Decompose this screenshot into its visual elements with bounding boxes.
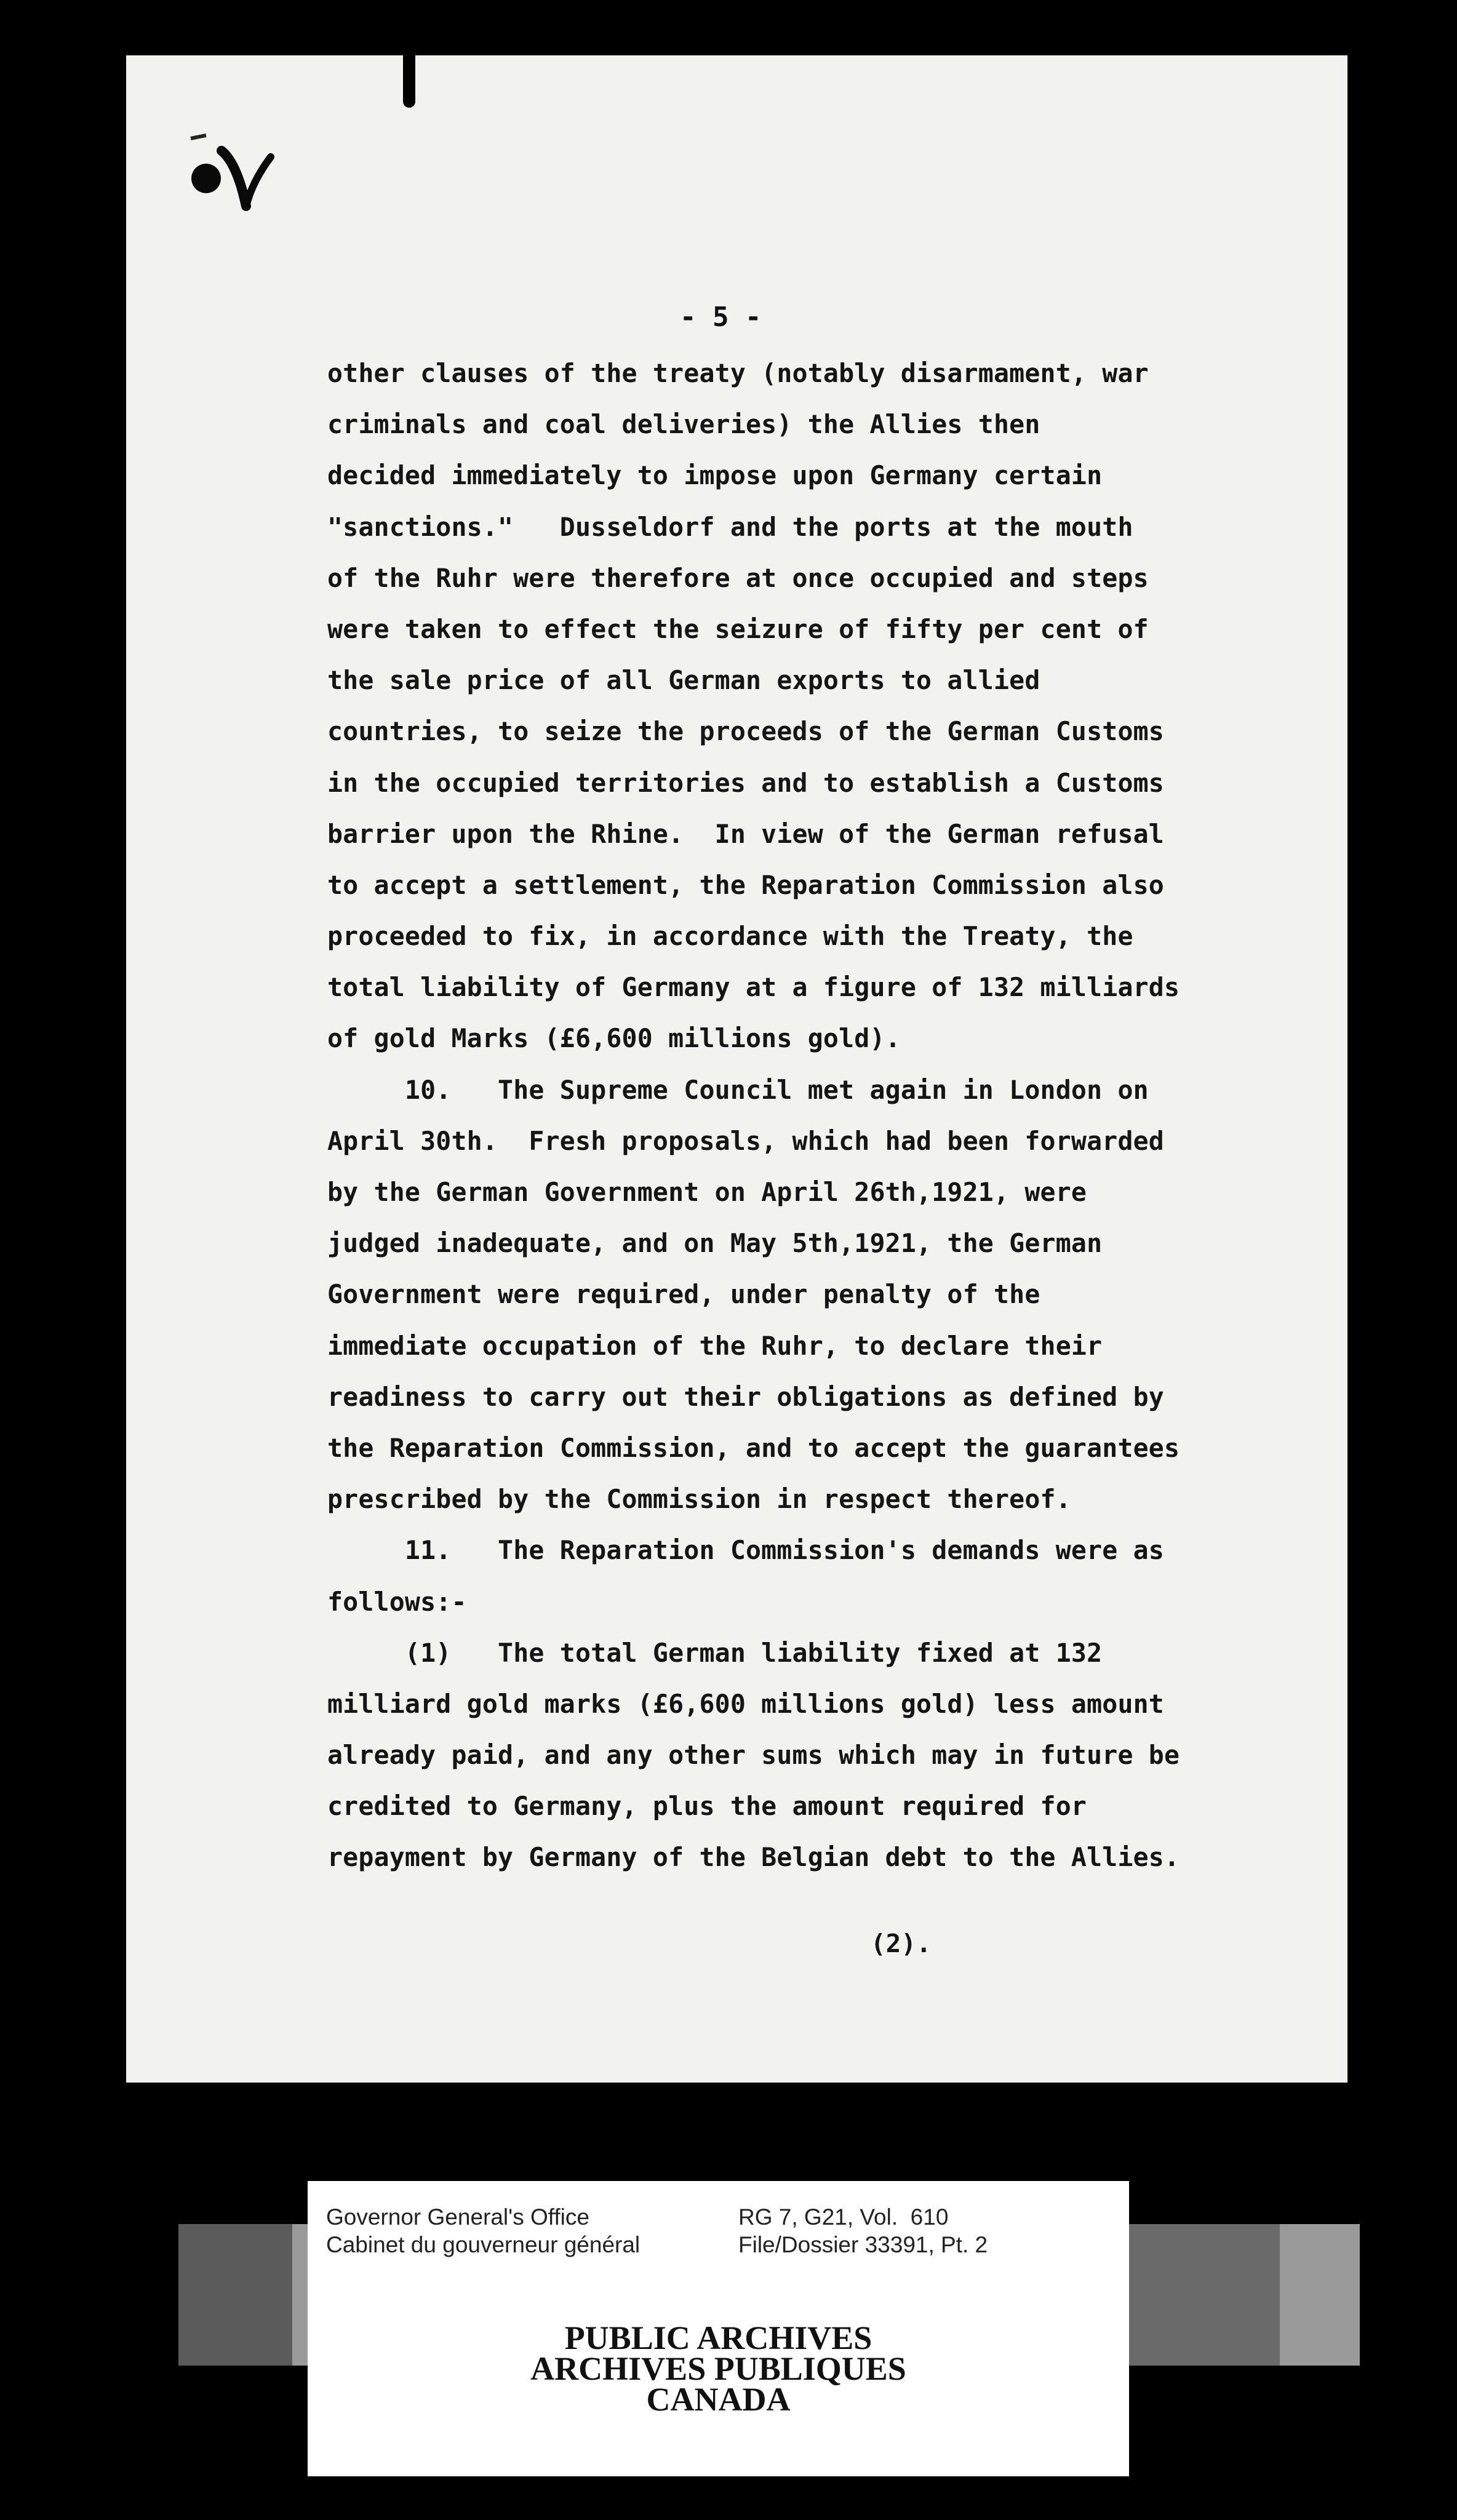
text-line: Government were required, under penalty of the [327,1279,1040,1310]
text-line: total liability of Germany at a figure of 132 milliards [327,972,1180,1003]
handwritten-mark [178,114,277,212]
office-french: Cabinet du gouverneur général [326,2232,641,2257]
text-line: 11. The Reparation Commission's demands were as [327,1535,1164,1566]
text-line: repayment by Germany of the Belgian debt to the Allies. [327,1842,1180,1873]
text-line: 10. The Supreme Council met again in London on [327,1074,1149,1105]
text-line: criminals and coal deliveries) the Allies then [327,409,1040,440]
archive-label [308,2181,1129,2476]
text-line: countries, to seize the proceeds of the German Customs [327,716,1164,747]
text-line: in the occupied territories and to establish a Customs [327,767,1164,798]
text-line: "sanctions." Dusseldorf and the ports at the mouth [327,511,1133,542]
record-group-reference: RG 7, G21, Vol. 610 [738,2204,949,2230]
text-line: the Reparation Commission, and to accept the guarantees [327,1432,1180,1463]
text-line: prescribed by the Commission in respect thereof. [327,1484,1071,1515]
text-line: already paid, and any other sums which may in future be [327,1740,1180,1771]
text-line: April 30th. Fresh proposals, which had been forwarded [327,1125,1164,1156]
file-reference: File/Dossier 33391, Pt. 2 [738,2232,988,2257]
text-line: were taken to effect the seizure of fifty per cent of [327,613,1149,644]
text-line: judged inadequate, and on May 5th,1921, the German [327,1228,1103,1259]
film-strip-right [1120,2224,1280,2366]
continuation-reference: (2). [871,1929,932,1958]
archives-country: CANADA [646,2381,791,2418]
body-text [327,348,1269,1883]
page-number: - 5 - [680,301,762,333]
text-line: of gold Marks (£6,600 millions gold). [327,1023,901,1054]
text-line: (1) The total German liability fixed at 132 [327,1637,1103,1668]
text-line: to accept a settlement, the Reparation Commission also [327,869,1164,900]
text-line: decided immediately to impose upon Germany certain [327,460,1103,491]
text-line: credited to Germany, plus the amount required for [327,1791,1087,1822]
binder-tab [403,43,415,108]
text-line: milliard gold marks (£6,600 millions gold) less amount [327,1688,1164,1719]
office-english: Governor General's Office [326,2204,589,2230]
text-line: proceeded to fix, in accordance with the Treaty, the [327,921,1133,952]
text-line: other clauses of the treaty (notably disarmament, war [327,358,1149,388]
text-line: follows:- [327,1586,467,1617]
archives-title-french: ARCHIVES PUBLIQUES [530,2350,906,2387]
text-line: immediate occupation of the Ruhr, to declare their [327,1330,1103,1361]
film-strip-left [178,2224,292,2366]
text-line: readiness to carry out their obligations as defined by [327,1381,1164,1412]
text-line: barrier upon the Rhine. In view of the German refusal [327,818,1164,849]
text-line: the sale price of all German exports to allied [327,665,1040,696]
text-line: of the Ruhr were therefore at once occupied and steps [327,562,1149,593]
archives-title-english: PUBLIC ARCHIVES [564,2319,872,2356]
text-line: by the German Government on April 26th,1921, were [327,1177,1087,1207]
